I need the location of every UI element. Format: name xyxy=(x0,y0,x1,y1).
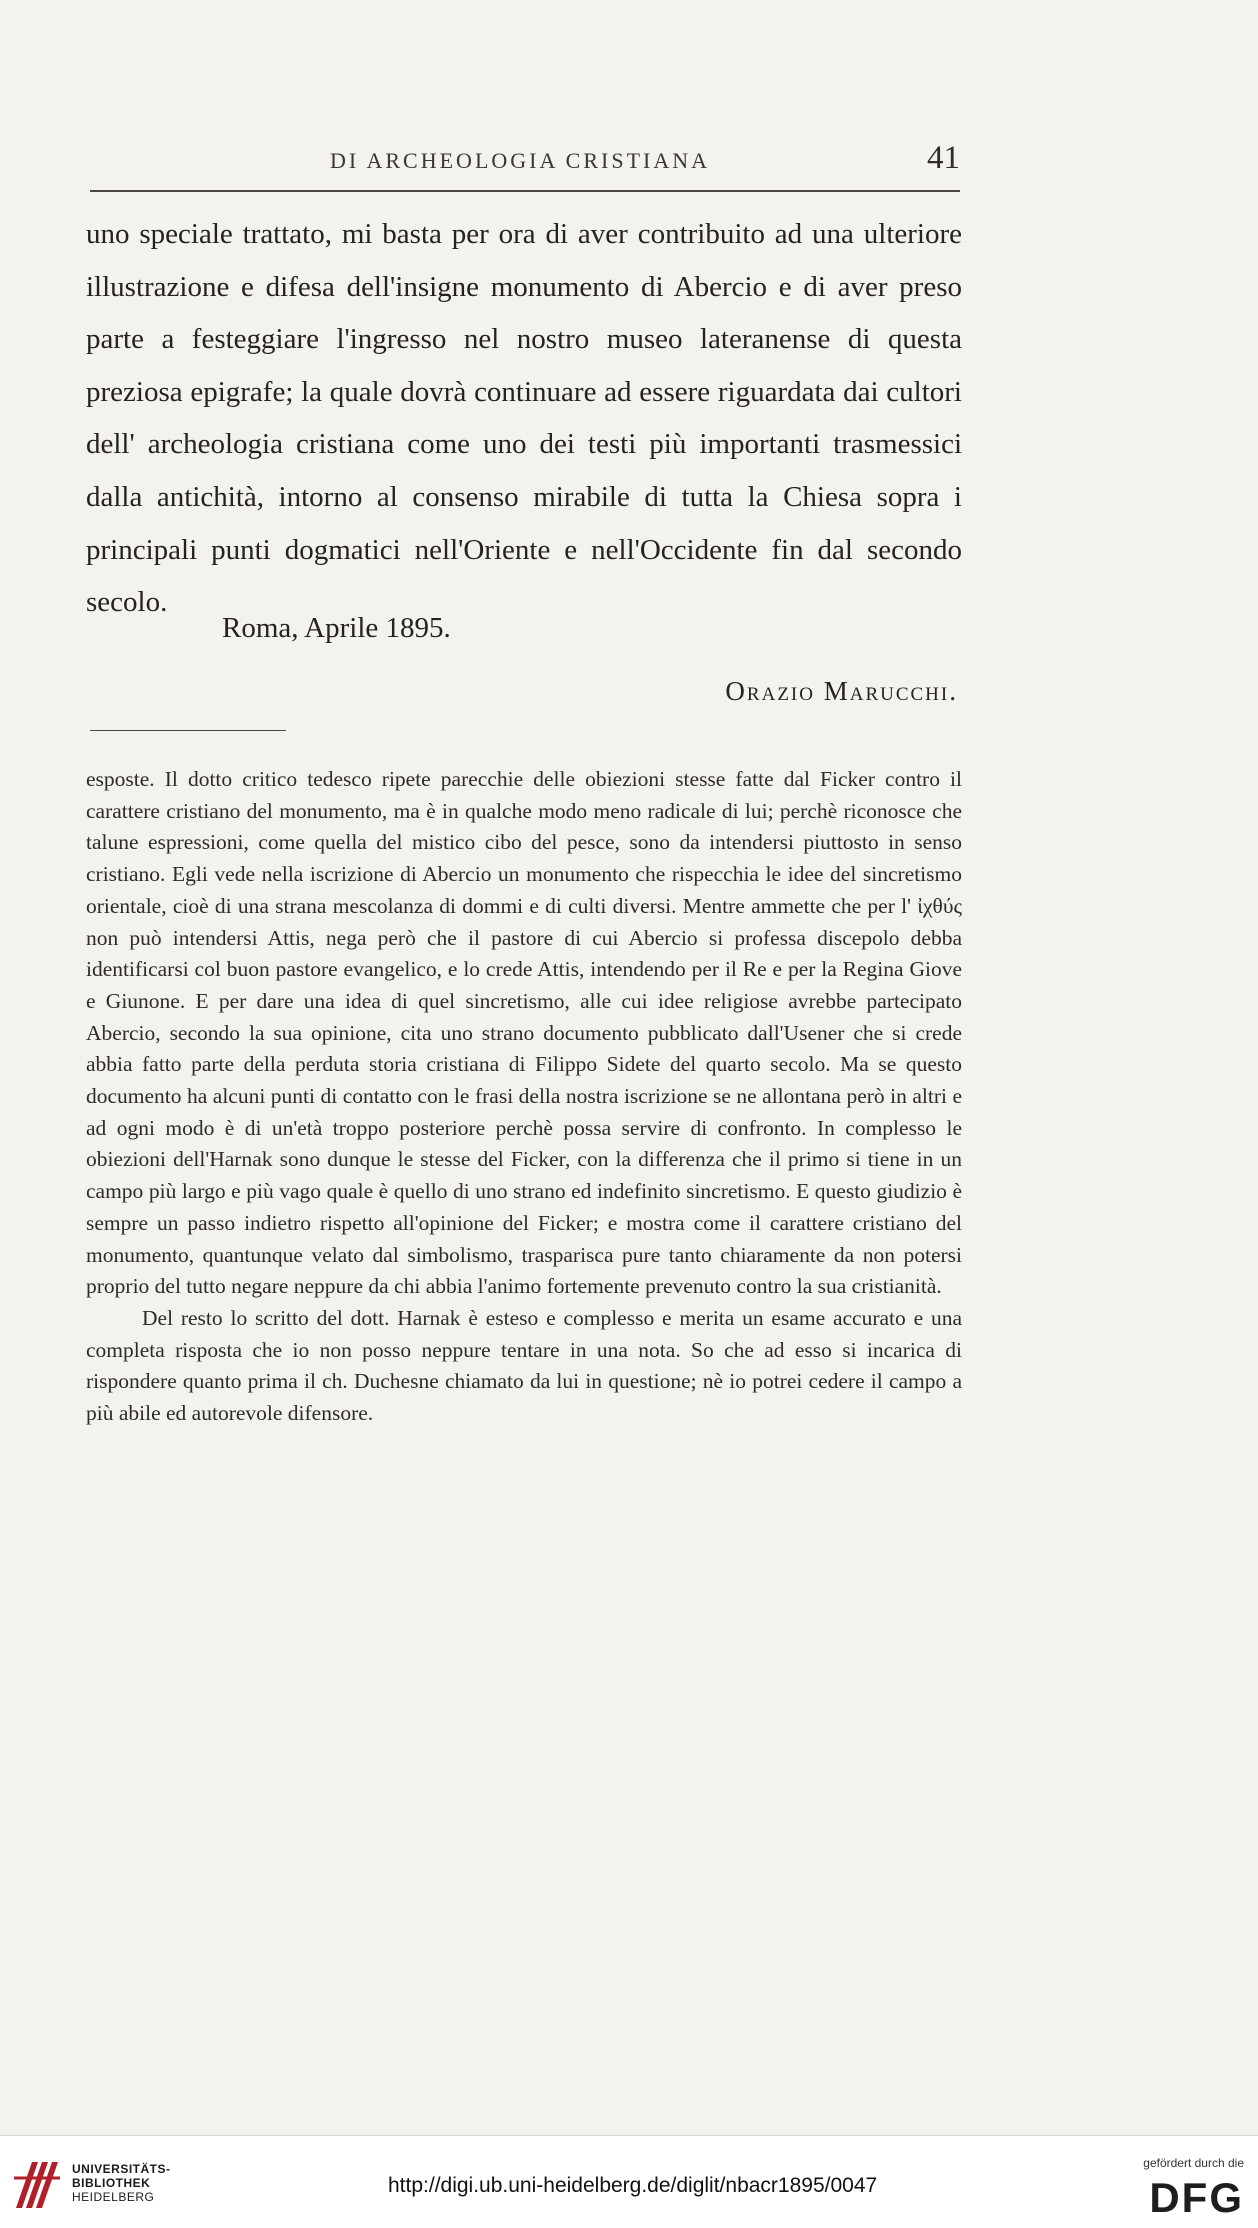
dateline: Roma, Aprile 1895. xyxy=(222,612,451,644)
viewer-footer xyxy=(0,2135,1258,2228)
running-head xyxy=(90,140,960,180)
footnote xyxy=(86,764,962,1430)
funding-note: gefördert durch die xyxy=(1143,2156,1244,2170)
main-text xyxy=(86,208,962,629)
dfg-logo: DFG xyxy=(1149,2174,1244,2221)
footnote-paragraph-1: esposte. Il dotto critico tedesco ripete parecchie delle obiezioni stesse fatte dal Ficker contro il carattere cristiano del monumento, ma è in qualche modo meno radicale di lui; perchè riconosce che talune espressioni, come quella del mistico cibo del pesce, sono da intendersi piuttosto in senso cristiano. Egli vede nella iscrizione di Abercio un monumento che rispecchia le idee del sincretismo orientale, cioè di una strana mescolanza di dommi e di culti diversi. Mentre ammette che per l' ἰχθύς non può intendersi Attis, nega però che il pastore di cui Abercio si professa discepolo debba identificarsi col buon pastore evangelico, e lo crede Attis, intendendo per il Re e per la Regina Giove e Giunone. E per dare una idea di quel sincretismo, alle cui idee religiose avrebbe partecipato Abercio, secondo la sua opinione, cita uno strano documento pubblicato dall'Usener che si crede abbia fatto parte della perduta storia cristiana di Filippo Sidete del quarto secolo. Ma se questo documento ha alcuni punti di contatto con le frasi della nostra iscrizione se ne allontana però in altri e ad ogni modo è di un'età troppo posteriore perchè possa servire di confronto. In complesso le obiezioni dell'Harnak sono dunque le stesse del Ficker, con la differenza che il primo si tiene in un campo più largo e più vago quale è quello di uno strano ed indefinito sincretismo. E questo giudizio è sempre un passo indietro rispetto all'opinione del Ficker; e mostra come il carattere cristiano del monumento, quantunque velato dal simbolismo, trasparisca pure tanto chiaramente da non potersi proprio del tutto negare neppure da chi abbia l'animo fortemente prevenuto contro la sua cristianità. xyxy=(86,767,962,1299)
permalink-url[interactable]: http://digi.ub.uni-heidelberg.de/diglit/nbacr1895/0047 xyxy=(388,2174,878,2197)
library-name-line-2: BIBLIOTHEK xyxy=(72,2176,151,2190)
footnote-rule xyxy=(90,730,286,731)
body-paragraph: uno speciale trattato, mi basta per ora di aver contribuito ad una ulteriore illustrazione e difesa dell'insigne monumento di Abercio e di aver preso parte a festeggiare l'ingresso nel nostro museo lateranense di questa preziosa epigrafe; la quale dovrà continuare ad essere riguardata dai cultori dell' archeologia cristiana come uno dei testi più importanti trasmessici dalla antichità, intorno al consenso mirabile di tutta la Chiesa sopra i principali punti dogmatici nell'Oriente e nell'Occidente fin dal secondo secolo. xyxy=(86,218,962,619)
library-name xyxy=(72,2162,171,2204)
page-number: 41 xyxy=(927,140,960,176)
author-signature: Orazio Marucchi. xyxy=(725,676,958,706)
library-name-line-3: HEIDELBERG xyxy=(72,2190,155,2204)
university-library-logo-icon xyxy=(12,2156,62,2214)
library-name-line-1: UNIVERSITÄTS- xyxy=(72,2162,171,2176)
footnote-paragraph-2: Del resto lo scritto del dott. Harnak è esteso e complesso e merita un esame accurato e una completa risposta che io non posso neppure tentare in una nota. So che ad esso si incarica di rispondere quanto prima il ch. Duchesne chiamato da lui in questione; nè io potrei cedere il campo a più abile ed autorevole difensore. xyxy=(86,1305,962,1426)
header-rule xyxy=(90,190,960,192)
running-title: DI ARCHEOLOGIA CRISTIANA xyxy=(330,148,710,173)
